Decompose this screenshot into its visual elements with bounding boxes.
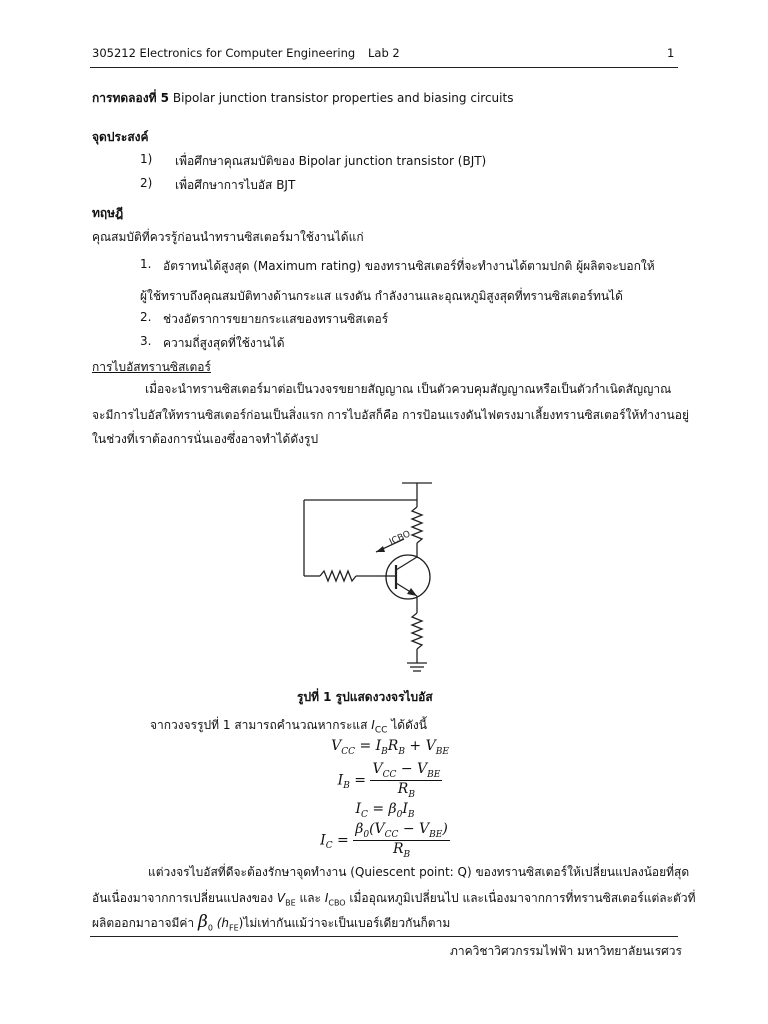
final-paragraph-line [92, 889, 696, 908]
header-page-number: 1 [667, 46, 675, 60]
theory-item-number: 3. [140, 334, 152, 348]
objective-number: 2) [140, 176, 153, 190]
calc-intro [150, 716, 427, 735]
objectives-heading: จุดประสงค์ [92, 130, 149, 144]
final-beta: β [197, 912, 208, 932]
experiment-title-text: Bipolar junction transistor properties and biasing circuits [172, 91, 514, 105]
equation-vcc: $V_{CC} = I_BR_B + V_{BE}$ [331, 738, 449, 757]
theory-item: ความถี่สูงสุดที่ใช้งานได้ [163, 336, 285, 350]
footer-text: ภาควิชาวิศวกรรมไฟฟ้า มหาวิทยาลัยนเรศวร [450, 944, 682, 958]
objective-number: 1) [140, 152, 153, 166]
final-text-and: และ [295, 891, 325, 905]
theory-item-number: 2. [140, 310, 152, 324]
equation-ic: $I_C$ = $\frac{\beta_0(V_{CC} - V_{BE})}{R_B}$ [320, 821, 448, 860]
biasing-heading: การไบอัสทรานซิสเตอร์ [92, 360, 211, 374]
footer-rule [90, 936, 678, 937]
theory-item-continued: ผู้ใช้ทราบถึงคุณสมบัติทางด้านกระแส แรงดัน กำลังงานและอุณหภูมิสูงสุดที่ทรานซิสเตอร์ทนได้ [140, 289, 623, 303]
experiment-number: การทดลองที่ 5 [92, 91, 170, 105]
final-text: ผลิตออกมาอาจมีค่า [92, 916, 198, 930]
base-resistor [320, 571, 356, 581]
collector-resistor [412, 507, 422, 543]
final-beta-sub: 0 [207, 923, 213, 933]
theory-item-number: 1. [140, 257, 152, 271]
equation-ib: $I_B$ = $\frac{V_{CC} - V_{BE}}{R_B}$ [337, 761, 441, 800]
transistor-symbol [386, 555, 430, 599]
theory-intro: คุณสมบัติที่ควรรู้ก่อนนำทรานซิสเตอร์มาใช้งานได้แก่ [92, 230, 364, 244]
objective-item: เพื่อศึกษาคุณสมบัติของ Bipolar junction transistor (BJT) [175, 154, 487, 168]
bias-circuit-diagram [290, 475, 460, 687]
biasing-paragraph-line: ในช่วงที่เราต้องการนั่นเองซึ่งอาจทำได้ดังรูป [92, 432, 319, 446]
equation-ic-beta: $I_C = \beta_0I_B$ [355, 801, 415, 820]
calc-intro-end: ได้ดังนี้ [387, 718, 427, 732]
theory-item: อัตราทนได้สูงสุด (Maximum rating) ของทรานซิสเตอร์ที่จะทำงานได้ตามปกติ ผู้ผลิตจะบอกให้ [163, 259, 655, 273]
final-text: )ไม่เท่ากันแม้ว่าจะเป็นเบอร์เดียวกันก็ตาม [238, 916, 451, 930]
final-sub-be: BE [285, 898, 296, 908]
final-sub-cbo: CBO [328, 898, 346, 908]
final-text: เมื่ออุณหภูมิเปลี่ยนไป และเนื่องมาจากการที่ทรานซิสเตอร์แต่ละตัวที่ [345, 891, 696, 905]
final-text: อันเนื่องมาจากการเปลี่ยนแปลงของ [92, 891, 277, 905]
biasing-paragraph-line: เมื่อจะนำทรานซิสเตอร์มาต่อเป็นวงจรขยายสัญญาณ เป็นตัวควบคุมสัญญาณหรือเป็นตัวกำเนิดสัญญาณ [145, 382, 672, 396]
emitter-arrow [407, 588, 417, 596]
final-h: (h [212, 916, 230, 930]
header-rule [90, 67, 678, 68]
final-var-i: I [324, 891, 329, 905]
icbo-label: ICBO [388, 529, 413, 548]
theory-heading: ทฤษฎี [92, 206, 124, 220]
objective-item: เพื่อศึกษาการไบอัส BJT [175, 178, 296, 192]
emitter-resistor [412, 613, 422, 649]
header-lab: Lab 2 [368, 46, 400, 60]
final-paragraph-line [92, 912, 450, 933]
biasing-paragraph-line: จะมีการไบอัสให้ทรานซิสเตอร์ก่อนเป็นสิ่งแรก การไบอัสก็คือ การป้อนแรงดันไฟตรงมาเลี้ยงทรานซิสเตอร์ให้ทำงานอยู่ [92, 408, 689, 422]
icbo-arrow-head [376, 546, 385, 552]
experiment-title [92, 89, 513, 108]
calc-intro-sub: CC [374, 725, 388, 736]
final-var-v: V [276, 891, 286, 905]
figure-caption: รูปที่ 1 รูปแสดงวงจรไบอัส [297, 690, 433, 704]
final-paragraph-line: แต่วงจรไบอัสที่ดีจะต้องรักษาจุดทำงาน (Quiescent point: Q) ของทรานซิสเตอร์ให้เปลี่ยนแปลงน้อยที่สุด [148, 865, 690, 879]
calc-intro-var: I [371, 718, 375, 732]
transistor-collector-lead [396, 557, 417, 570]
calc-intro-text: จากวงจรรูปที่ 1 สามารถคำนวณหากระแส [150, 718, 372, 732]
theory-item: ช่วงอัตราการขยายกระแสของทรานซิสเตอร์ [163, 312, 389, 326]
header-course: 305212 Electronics for Computer Engineering [92, 46, 356, 60]
final-h-sub: FE [229, 923, 239, 933]
